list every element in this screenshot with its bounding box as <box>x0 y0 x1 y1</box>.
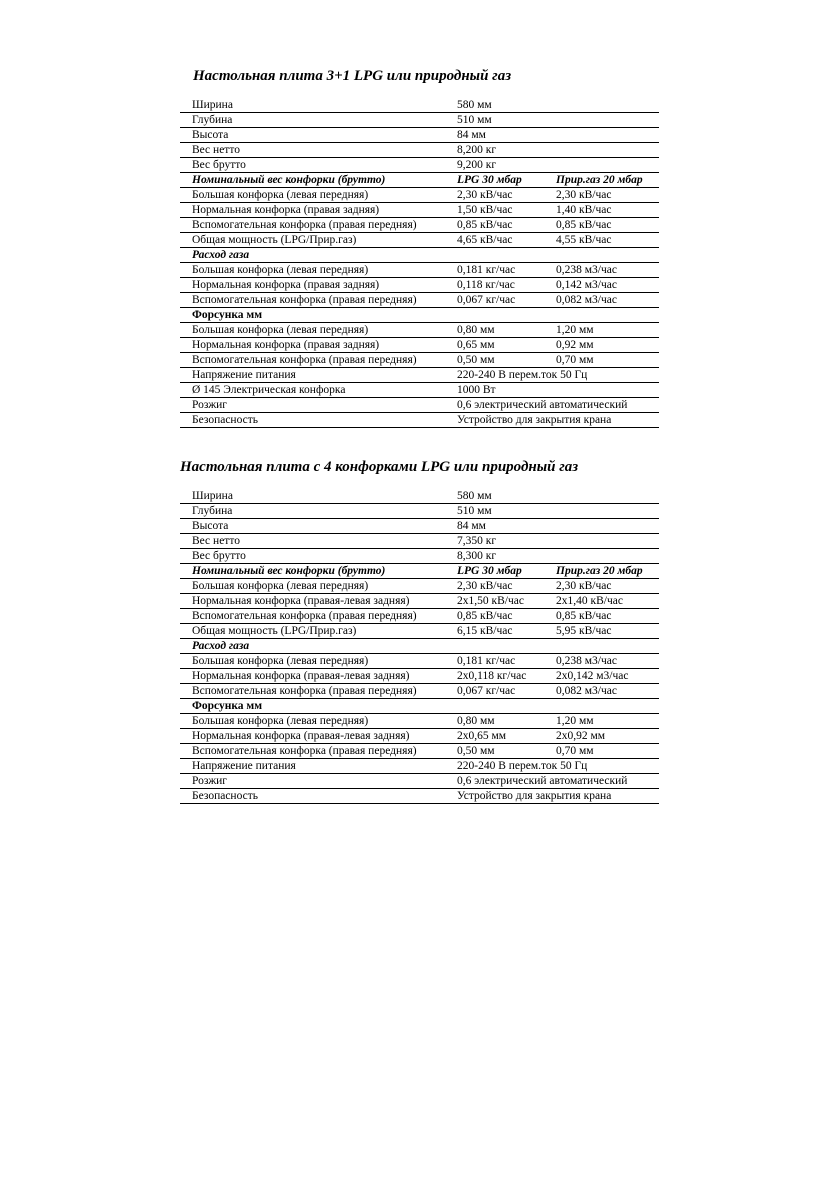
table-row <box>180 383 659 398</box>
natural-gas-value-cell: 2x1,40 кВ/час <box>544 594 659 609</box>
natural-gas-value-cell: 2x0,92 мм <box>544 729 659 744</box>
spec-label-cell: Нормальная конфорка (правая-левая задняя) <box>180 594 445 609</box>
spec-label-cell: Нормальная конфорка (правая задняя) <box>180 278 445 293</box>
spec-label-cell: Форсунка мм <box>180 699 445 714</box>
lpg-value-cell: 0,181 кг/час <box>445 654 544 669</box>
table-row <box>180 714 659 729</box>
lpg-value-cell: 580 мм <box>445 98 544 113</box>
section-title-4-burner: Настольная плита с 4 конфорками LPG или природный газ <box>180 459 579 475</box>
table-row <box>180 398 659 413</box>
natural-gas-value-cell <box>544 699 659 714</box>
natural-gas-value-cell <box>544 534 659 549</box>
spec-label-cell: Глубина <box>180 504 445 519</box>
table-row <box>180 744 659 759</box>
spec-label-cell: Напряжение питания <box>180 759 445 774</box>
lpg-value-cell: 0,80 мм <box>445 714 544 729</box>
natural-gas-value-cell: 1,20 мм <box>544 323 659 338</box>
spec-label-cell: Большая конфорка (левая передняя) <box>180 188 445 203</box>
table-row <box>180 789 659 804</box>
natural-gas-value-cell <box>544 143 659 158</box>
spec-label-cell: Расход газа <box>180 248 445 263</box>
lpg-value-cell: 510 мм <box>445 504 544 519</box>
spec-label-cell: Ширина <box>180 489 445 504</box>
table-row <box>180 113 659 128</box>
table-row <box>180 98 659 113</box>
spec-label-cell: Вспомогательная конфорка (правая передняя) <box>180 293 445 308</box>
lpg-value-cell: 0,067 кг/час <box>445 684 544 699</box>
lpg-value-cell: 9,200 кг <box>445 158 544 173</box>
spec-label-cell: Безопасность <box>180 413 445 428</box>
spec-label-cell: Большая конфорка (левая передняя) <box>180 714 445 729</box>
lpg-value-cell: 0,067 кг/час <box>445 293 544 308</box>
spec-label-cell: Розжиг <box>180 398 445 413</box>
table-row <box>180 368 659 383</box>
spec-label-cell: Напряжение питания <box>180 368 445 383</box>
natural-gas-value-cell: Прир.газ 20 мбар <box>544 173 659 188</box>
lpg-value-cell: 0,6 электрический автоматический <box>445 398 544 413</box>
table-row <box>180 624 659 639</box>
table-row <box>180 188 659 203</box>
table-row <box>180 504 659 519</box>
lpg-value-cell: 0,85 кВ/час <box>445 218 544 233</box>
spec-label-cell: Нормальная конфорка (правая задняя) <box>180 338 445 353</box>
table-subheading-row <box>180 639 659 654</box>
table-subheading-row <box>180 248 659 263</box>
lpg-value-cell: Устройство для закрытия крана <box>445 789 544 804</box>
natural-gas-value-cell <box>544 383 659 398</box>
lpg-value-cell: 84 мм <box>445 128 544 143</box>
natural-gas-value-cell: 2,30 кВ/час <box>544 579 659 594</box>
natural-gas-value-cell: 0,142 м3/час <box>544 278 659 293</box>
table-row <box>180 413 659 428</box>
spec-label-cell: Высота <box>180 128 445 143</box>
table-row <box>180 579 659 594</box>
lpg-value-cell: 2,30 кВ/час <box>445 579 544 594</box>
spec-label-cell: Розжиг <box>180 774 445 789</box>
lpg-value-cell: 220-240 В перем.ток 50 Гц <box>445 759 544 774</box>
natural-gas-value-cell <box>544 489 659 504</box>
lpg-value-cell: 84 мм <box>445 519 544 534</box>
spec-label-cell: Вспомогательная конфорка (правая передняя) <box>180 744 445 759</box>
lpg-value-cell <box>445 639 544 654</box>
natural-gas-value-cell: 1,40 кВ/час <box>544 203 659 218</box>
lpg-value-cell <box>445 308 544 323</box>
natural-gas-value-cell <box>544 158 659 173</box>
spec-label-cell: Общая мощность (LPG/Прир.газ) <box>180 233 445 248</box>
spec-label-cell: Нормальная конфорка (правая-левая задняя) <box>180 669 445 684</box>
lpg-value-cell: 0,181 кг/час <box>445 263 544 278</box>
lpg-value-cell: 1,50 кВ/час <box>445 203 544 218</box>
natural-gas-value-cell: 0,85 кВ/час <box>544 218 659 233</box>
natural-gas-value-cell: 0,92 мм <box>544 338 659 353</box>
lpg-value-cell: 510 мм <box>445 113 544 128</box>
natural-gas-value-cell: 2,30 кВ/час <box>544 188 659 203</box>
table-row <box>180 158 659 173</box>
table-subheading-plain-row <box>180 699 659 714</box>
spec-table-3plus1 <box>180 98 659 428</box>
natural-gas-value-cell: 4,55 кВ/час <box>544 233 659 248</box>
spec-label-cell: Вспомогательная конфорка (правая передняя) <box>180 684 445 699</box>
spec-label-cell: Форсунка мм <box>180 308 445 323</box>
lpg-value-cell: Устройство для закрытия крана <box>445 413 544 428</box>
spec-label-cell: Вес брутто <box>180 158 445 173</box>
table-row <box>180 233 659 248</box>
lpg-value-cell: 2x1,50 кВ/час <box>445 594 544 609</box>
section-title-3plus1: Настольная плита 3+1 LPG или природный газ <box>193 68 512 84</box>
spec-label-cell: Номинальный вес конфорки (брутто) <box>180 564 445 579</box>
table-row <box>180 684 659 699</box>
natural-gas-value-cell <box>544 504 659 519</box>
spec-label-cell: Вес нетто <box>180 143 445 158</box>
table-row <box>180 609 659 624</box>
lpg-value-cell: 2,30 кВ/час <box>445 188 544 203</box>
lpg-value-cell: 6,15 кВ/час <box>445 624 544 639</box>
lpg-value-cell: 4,65 кВ/час <box>445 233 544 248</box>
spec-label-cell: Высота <box>180 519 445 534</box>
table-row <box>180 143 659 158</box>
natural-gas-value-cell: 0,082 м3/час <box>544 293 659 308</box>
natural-gas-value-cell <box>544 98 659 113</box>
table-row <box>180 278 659 293</box>
lpg-value-cell: 220-240 В перем.ток 50 Гц <box>445 368 544 383</box>
lpg-value-cell: 0,85 кВ/час <box>445 609 544 624</box>
natural-gas-value-cell <box>544 308 659 323</box>
table-heading-row <box>180 173 659 188</box>
table-subheading-plain-row <box>180 308 659 323</box>
spec-label-cell: Безопасность <box>180 789 445 804</box>
table-row <box>180 774 659 789</box>
spec-table-4-burner <box>180 489 659 804</box>
natural-gas-value-cell: 0,238 м3/час <box>544 263 659 278</box>
lpg-value-cell: 1000 Вт <box>445 383 544 398</box>
table-row <box>180 128 659 143</box>
lpg-value-cell: 0,6 электрический автоматический <box>445 774 544 789</box>
lpg-value-cell: 7,350 кг <box>445 534 544 549</box>
table-row <box>180 654 659 669</box>
lpg-value-cell: 8,300 кг <box>445 549 544 564</box>
spec-label-cell: Большая конфорка (левая передняя) <box>180 263 445 278</box>
spec-label-cell: Номинальный вес конфорки (брутто) <box>180 173 445 188</box>
spec-label-cell: Вспомогательная конфорка (правая передняя) <box>180 609 445 624</box>
natural-gas-value-cell: 0,70 мм <box>544 744 659 759</box>
lpg-value-cell: 0,80 мм <box>445 323 544 338</box>
lpg-value-cell: 2x0,65 мм <box>445 729 544 744</box>
natural-gas-value-cell <box>544 549 659 564</box>
natural-gas-value-cell: 1,20 мм <box>544 714 659 729</box>
table-row <box>180 594 659 609</box>
spec-label-cell: Глубина <box>180 113 445 128</box>
spec-label-cell: Большая конфорка (левая передняя) <box>180 323 445 338</box>
table-row <box>180 218 659 233</box>
spec-label-cell: Вес брутто <box>180 549 445 564</box>
natural-gas-value-cell: 2x0,142 м3/час <box>544 669 659 684</box>
table-row <box>180 293 659 308</box>
natural-gas-value-cell <box>544 639 659 654</box>
table-heading-row <box>180 564 659 579</box>
lpg-value-cell: 580 мм <box>445 489 544 504</box>
natural-gas-value-cell: 0,238 м3/час <box>544 654 659 669</box>
lpg-value-cell: 8,200 кг <box>445 143 544 158</box>
lpg-value-cell: 2x0,118 кг/час <box>445 669 544 684</box>
lpg-value-cell <box>445 248 544 263</box>
table-row <box>180 669 659 684</box>
table-row <box>180 759 659 774</box>
lpg-value-cell: LPG 30 мбар <box>445 173 544 188</box>
natural-gas-value-cell: 0,85 кВ/час <box>544 609 659 624</box>
spec-label-cell: Большая конфорка (левая передняя) <box>180 579 445 594</box>
table-row <box>180 729 659 744</box>
table-row <box>180 323 659 338</box>
natural-gas-value-cell <box>544 519 659 534</box>
table-row <box>180 353 659 368</box>
table-row <box>180 549 659 564</box>
lpg-value-cell: 0,50 мм <box>445 744 544 759</box>
spec-label-cell: Нормальная конфорка (правая-левая задняя) <box>180 729 445 744</box>
natural-gas-value-cell: 0,082 м3/час <box>544 684 659 699</box>
spec-label-cell: Нормальная конфорка (правая задняя) <box>180 203 445 218</box>
spec-label-cell: Вспомогательная конфорка (правая передняя) <box>180 218 445 233</box>
spec-label-cell: Вспомогательная конфорка (правая передняя) <box>180 353 445 368</box>
table-row <box>180 203 659 218</box>
natural-gas-value-cell <box>544 113 659 128</box>
lpg-value-cell: 0,65 мм <box>445 338 544 353</box>
table-row <box>180 534 659 549</box>
natural-gas-value-cell: 0,70 мм <box>544 353 659 368</box>
table-row <box>180 489 659 504</box>
spec-label-cell: Ø 145 Электрическая конфорка <box>180 383 445 398</box>
natural-gas-value-cell: Прир.газ 20 мбар <box>544 564 659 579</box>
lpg-value-cell: 0,50 мм <box>445 353 544 368</box>
spec-label-cell: Расход газа <box>180 639 445 654</box>
natural-gas-value-cell <box>544 128 659 143</box>
lpg-value-cell: 0,118 кг/час <box>445 278 544 293</box>
spec-label-cell: Вес нетто <box>180 534 445 549</box>
spec-label-cell: Общая мощность (LPG/Прир.газ) <box>180 624 445 639</box>
spec-label-cell: Большая конфорка (левая передняя) <box>180 654 445 669</box>
lpg-value-cell: LPG 30 мбар <box>445 564 544 579</box>
natural-gas-value-cell: 5,95 кВ/час <box>544 624 659 639</box>
spec-label-cell: Ширина <box>180 98 445 113</box>
table-row <box>180 338 659 353</box>
table-row <box>180 519 659 534</box>
lpg-value-cell <box>445 699 544 714</box>
natural-gas-value-cell <box>544 248 659 263</box>
table-row <box>180 263 659 278</box>
